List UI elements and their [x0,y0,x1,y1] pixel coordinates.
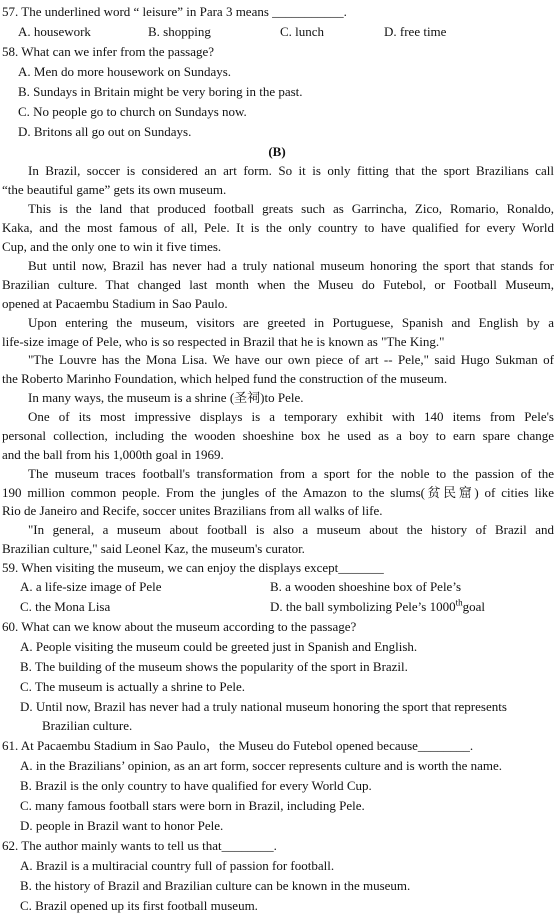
q59-option-c: C. the Mona Lisa [20,599,111,614]
q57-option-d: D. free time [384,24,447,39]
q59-option-b: B. a wooden shoeshine box of Pele’s [270,579,462,594]
question-62-stem: 62. The author mainly wants to tell us that________. [2,838,277,853]
passage-line: In Brazil, soccer is considered an art form. So it is only fitting that the sport Brazilians call [28,163,554,178]
q62-option-a: A. Brazil is a multiracial country full of passion for football. [20,858,335,873]
passage-line: One of its most impressive displays is a temporary exhibit with 140 items from Pele's [28,409,554,424]
q59-option-d [270,597,485,616]
passage-line: "The Louvre has the Mona Lisa. We have our own piece of art -- Pele," said Hugo Sukman of [28,352,554,367]
question-60-stem: 60. What can we know about the museum according to the passage? [2,619,357,634]
q57-option-b: B. shopping [148,24,211,39]
passage-line: "In general, a museum about football is also a museum about the history of Brazil and [28,522,554,537]
q60-option-b: B. The building of the museum shows the popularity of the sport in Brazil. [20,659,408,674]
question-61-stem: 61. At Pacaembu Stadium in Sao Paulo，the Museu do Futebol opened because________. [2,738,474,753]
q58-option-a: A. Men do more housework on Sundays. [18,64,232,79]
q61-option-b: B. Brazil is the only country to have qualified for every World Cup. [20,778,372,793]
q61-option-c: C. many famous football stars were born in Brazil, including Pele. [20,798,365,813]
passage-line: “the beautiful game” gets its own museum. [2,182,227,197]
question-57-options [0,22,554,41]
passage-line: Upon entering the museum, visitors are greeted in Portuguese, Spanish and English by a [28,315,554,330]
passage-line: the Roberto Marinho Foundation, which helped fund the construction of the museum. [2,371,448,386]
q60-option-c: C. The museum is actually a shrine to Pele. [20,679,246,694]
passage-line: Rio de Janeiro and Recife, soccer unites Brazilians from all walks of life. [2,503,383,518]
passage-line: 190 million common people. From the jungles of the Amazon to the slums(贫民窟) of cities like [2,485,554,500]
q58-option-d: D. Britons all go out on Sundays. [18,124,192,139]
q60-option-a: A. People visiting the museum could be greeted just in Spanish and English. [20,639,418,654]
q57-option-a: A. housework [18,24,91,39]
q58-option-b: B. Sundays in Britain might be very boring in the past. [18,84,303,99]
q58-option-c: C. No people go to church on Sundays now. [18,104,247,119]
question-59-stem: 59. When visiting the museum, we can enjoy the displays except_______ [2,560,384,575]
q59-option-d-sup: th [455,597,463,608]
q59-option-a: A. a life-size image of Pele [20,579,162,594]
passage-line: Brazilian culture," said Leonel Kaz, the museum's curator. [2,541,305,556]
q62-option-b: B. the history of Brazil and Brazilian culture can be known in the museum. [20,878,411,893]
passage-line: In many ways, the museum is a shrine (圣祠)to Pele. [28,390,304,405]
passage-line: life-size image of Pele, who is so respected in Brazil that he is known as "The King." [2,334,445,349]
passage-line: opened at Pacaembu Stadium in Sao Paulo. [2,296,228,311]
q61-option-a: A. in the Brazilians’ opinion, as an art form, soccer represents culture and is worth the name. [20,758,503,773]
q61-option-d: D. people in Brazil want to honor Pele. [20,818,224,833]
passage-line: The museum traces football's transformation from a sport for the noble to the passion of the [28,466,554,481]
q60-option-d: D. Until now, Brazil has never had a truly national museum honoring the sport that represents [20,699,507,714]
question-59-options-row2 [0,597,554,616]
passage-line: and the ball from his 1,000th goal in 1969. [2,447,224,462]
q59-option-d-text: D. the ball symbolizing Pele’s 1000 [270,599,456,614]
passage-line: This is the land that produced football greats such as Garrincha, Zico, Romario, Ronaldo, [28,201,554,216]
q59-option-d-tail: goal [462,599,485,614]
question-59-options-row1 [0,577,554,596]
passage-line: Brazilian culture. That changed last month when the Museu do Futebol, or Football Museum, [2,277,554,292]
q57-option-c: C. lunch [280,24,325,39]
passage-line: Kaka, and the most famous of all, Pele. It is the only country to have qualified for every World [2,220,554,235]
question-58-stem: 58. What can we infer from the passage? [2,44,215,59]
section-title: (B) [268,144,286,159]
q62-option-c: C. Brazil opened up its first football museum. [20,898,258,913]
passage-line: Cup, and the only one to win it five times. [2,239,222,254]
question-57-stem: 57. The underlined word “ leisure” in Para 3 means ___________. [2,4,347,19]
q60-option-d-continued: Brazilian culture. [42,718,133,733]
passage-line: But until now, Brazil has never had a truly national museum honoring the sport that stands for [28,258,554,273]
passage-line: personal collection, including the wooden shoeshine box he used as a boy to earn spare change [2,428,554,443]
